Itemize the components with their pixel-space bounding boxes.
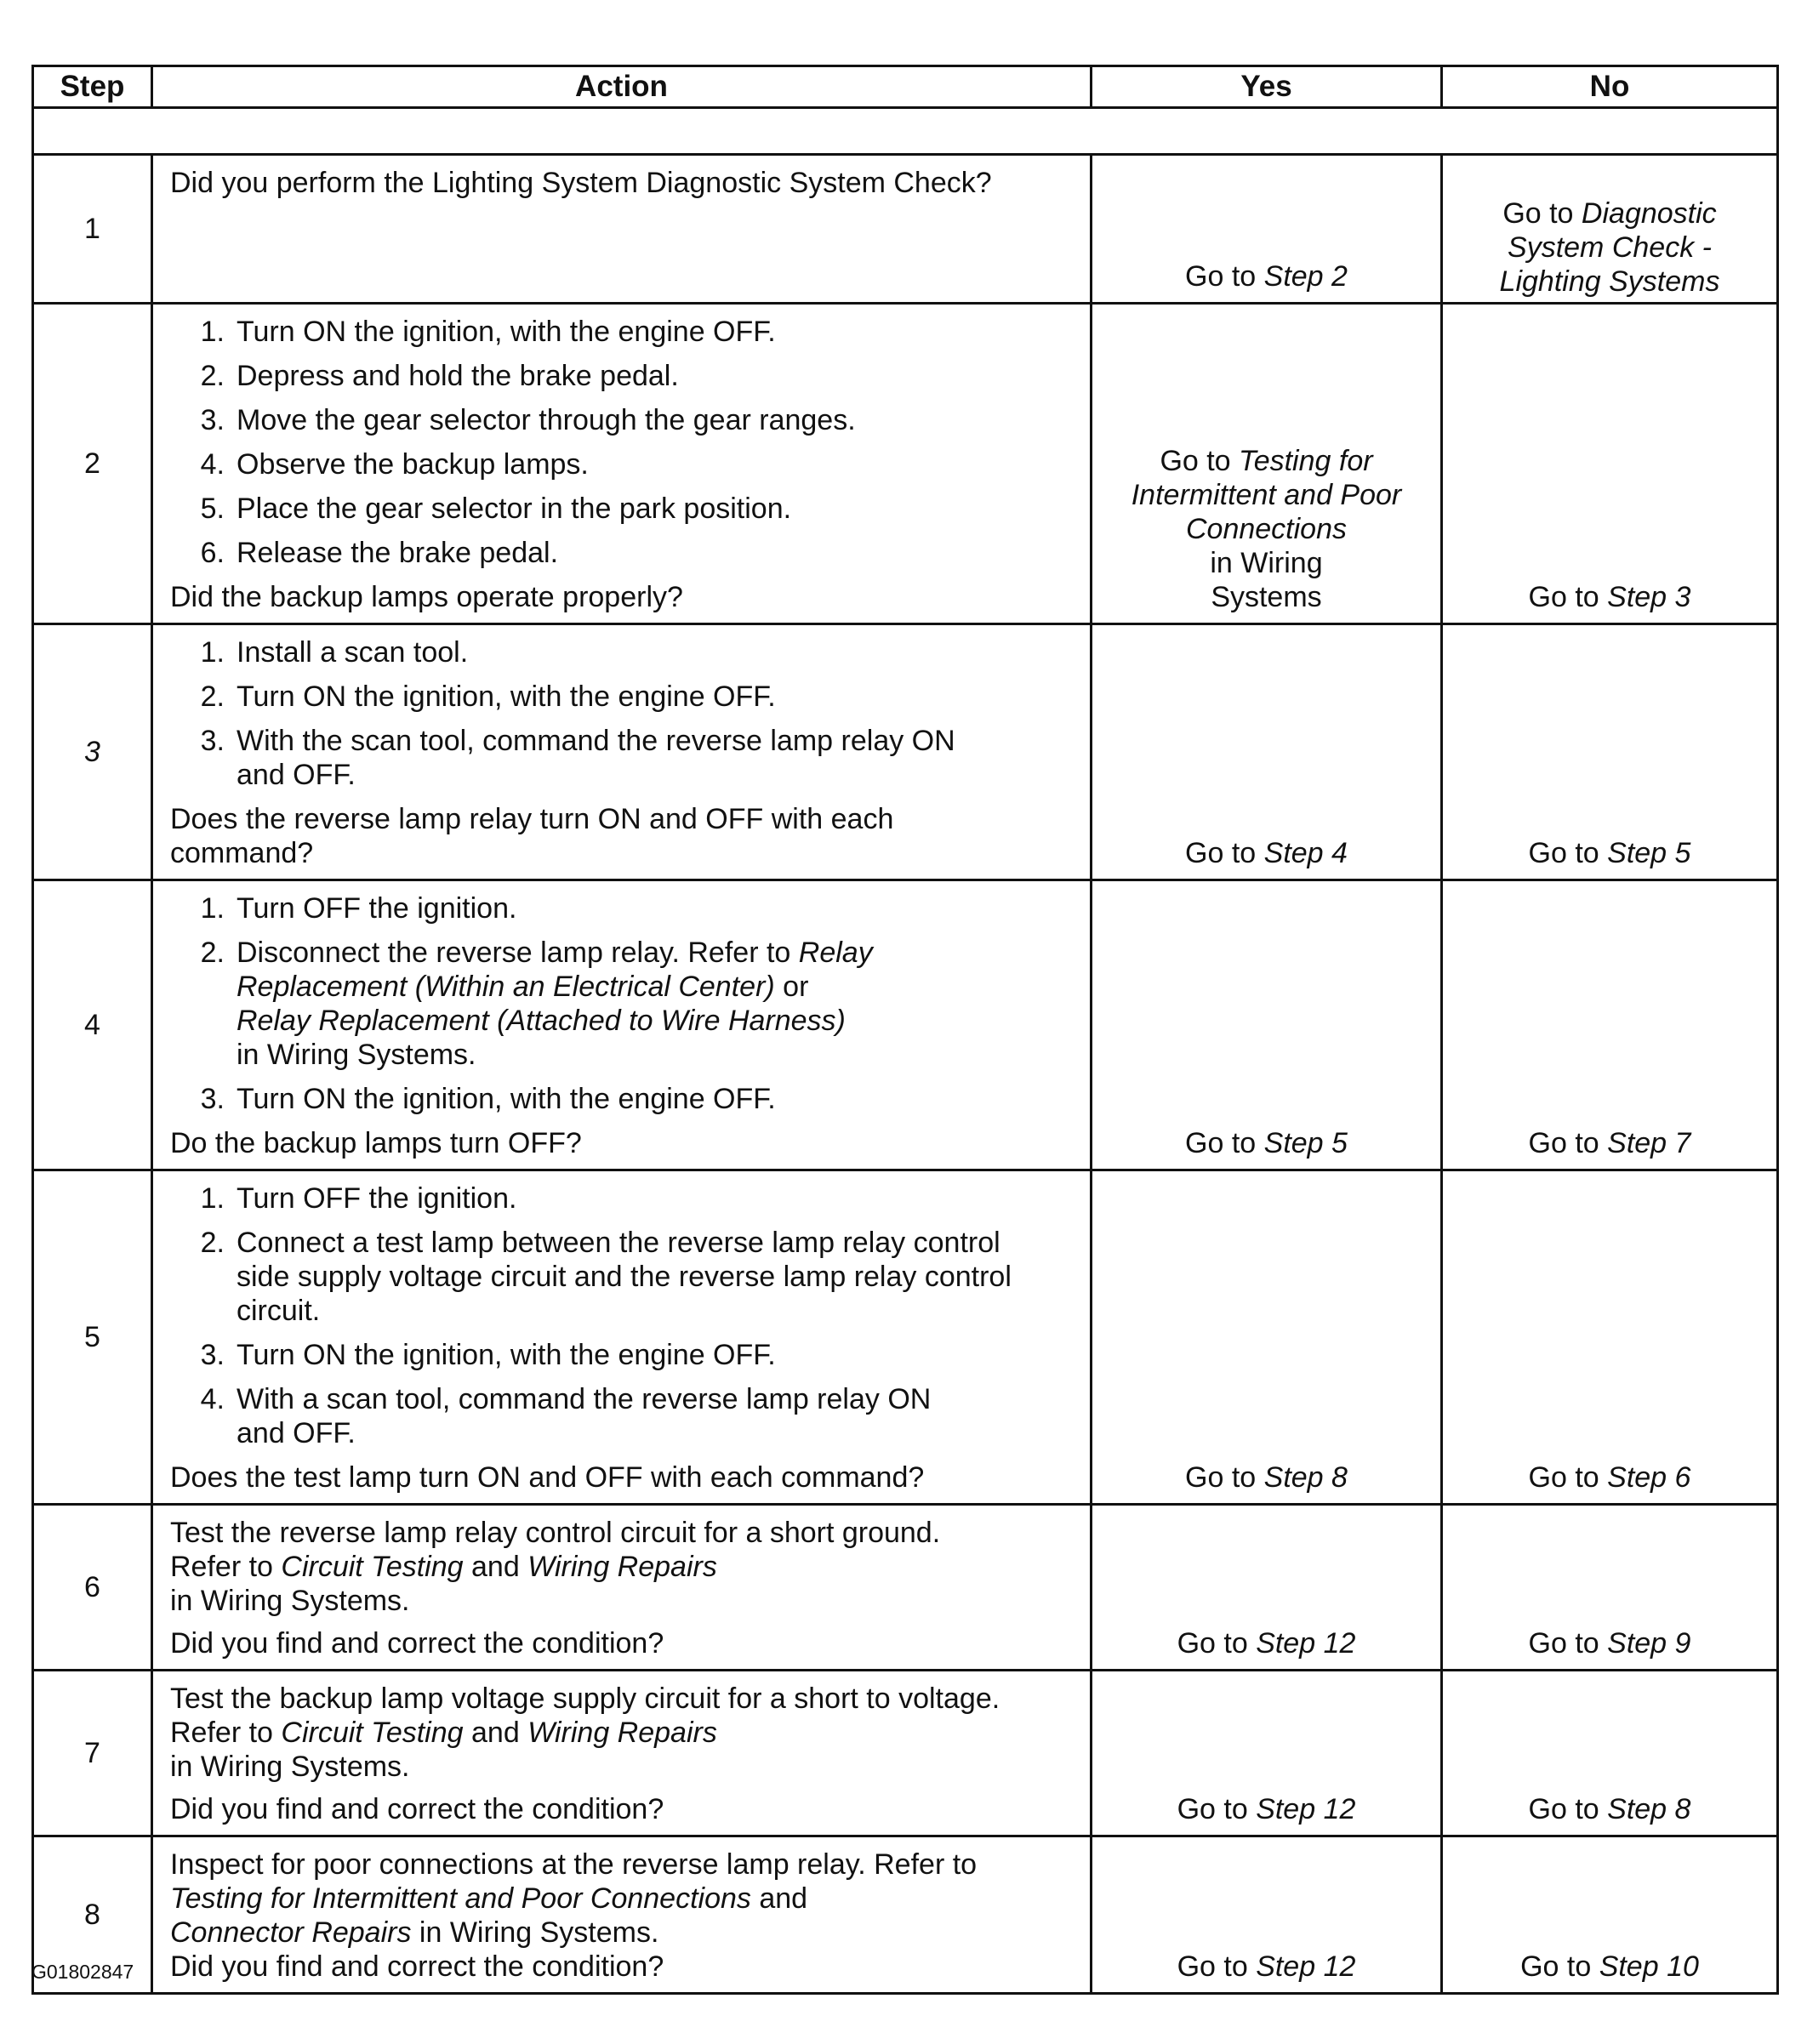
action-question: Did you find and correct the condition? [170, 1627, 664, 1660]
item-link[interactable]: Replacement (Within an Electrical Center) [237, 971, 775, 1003]
action-link[interactable]: Wiring Repairs [527, 1551, 717, 1583]
item-text: Turn ON the ignition, with the engine OFF. [237, 1083, 776, 1115]
item-text: Disconnect the reverse lamp relay. Refer to [237, 937, 799, 969]
item-text: or [774, 971, 809, 1003]
list-item [170, 1181, 1075, 1216]
no-cell [1442, 155, 1778, 304]
item-text: Turn ON the ignition, with the engine OFF. [237, 1339, 776, 1371]
item-text: Install a scan tool. [237, 636, 469, 669]
no-prefix: Go to [1528, 1461, 1608, 1494]
item-link[interactable]: Relay Replacement (Attached to Wire Harness) [237, 1005, 846, 1037]
table-row [33, 1170, 1778, 1505]
item-number: 4. [200, 1383, 225, 1415]
list-item [170, 1226, 1075, 1328]
yes-suffix-line1: in Wiring [1210, 547, 1323, 579]
action-cell [152, 624, 1092, 880]
item-number: 2. [200, 680, 225, 713]
item-number: 3. [200, 404, 225, 436]
yes-link[interactable]: Step 4 [1263, 837, 1348, 869]
no-cell [1442, 624, 1778, 880]
action-text: Refer to [170, 1551, 282, 1583]
no-prefix: Go to [1520, 1950, 1599, 1983]
list-item [170, 492, 1075, 526]
action-cell [152, 1505, 1092, 1671]
action-question: Do the backup lamps turn OFF? [170, 1127, 582, 1159]
action-cell [152, 1170, 1092, 1505]
step-number: 5 [33, 1170, 152, 1505]
action-question: Does the reverse lamp relay turn ON and OFF with each [170, 803, 894, 835]
yes-cell [1092, 1836, 1442, 1994]
item-number: 1. [200, 636, 225, 669]
item-text: Connect a test lamp between the reverse lamp relay control [237, 1227, 1000, 1259]
yes-cell [1092, 1505, 1442, 1671]
action-question: command? [170, 837, 314, 869]
action-link[interactable]: Connector Repairs [170, 1916, 412, 1949]
no-cell [1442, 304, 1778, 624]
action-link[interactable]: Circuit Testing [281, 1551, 464, 1583]
step-number: 8 [33, 1836, 152, 1994]
yes-link[interactable]: Step 8 [1263, 1461, 1348, 1494]
yes-cell [1092, 304, 1442, 624]
action-text: in Wiring Systems. [170, 1751, 410, 1783]
action-question: Did you perform the Lighting System Diagnostic System Check? [170, 167, 992, 199]
list-item [170, 1082, 1075, 1116]
item-number: 3. [200, 725, 225, 757]
list-item [170, 680, 1075, 714]
yes-link[interactable]: Step 12 [1256, 1627, 1356, 1660]
no-link-line3[interactable]: Lighting Systems [1499, 265, 1720, 298]
no-cell [1442, 880, 1778, 1170]
list-item [170, 315, 1075, 349]
yes-link-line2[interactable]: Intermittent and Poor [1131, 479, 1402, 511]
list-item [170, 447, 1075, 481]
yes-prefix: Go to [1185, 1127, 1264, 1159]
action-text: and [463, 1551, 528, 1583]
action-text: Refer to [170, 1717, 282, 1749]
header-no: No [1442, 66, 1778, 108]
item-number: 2. [200, 360, 225, 392]
header-yes: Yes [1092, 66, 1442, 108]
action-text: Test the backup lamp voltage supply circuit for a short to voltage. [170, 1682, 1000, 1715]
action-text: Inspect for poor connections at the reverse lamp relay. Refer to [170, 1848, 978, 1881]
item-text: Place the gear selector in the park position. [237, 492, 792, 525]
item-text: With a scan tool, command the reverse lamp relay ON [237, 1383, 932, 1415]
action-text: and [750, 1882, 808, 1915]
item-text: Turn ON the ignition, with the engine OFF. [237, 680, 776, 713]
action-cell [152, 304, 1092, 624]
list-item [170, 359, 1075, 393]
no-cell [1442, 1505, 1778, 1671]
action-link[interactable]: Testing for Intermittent and Poor Connections [170, 1882, 751, 1915]
yes-prefix: Go to [1177, 1627, 1257, 1660]
list-item [170, 1382, 1075, 1450]
yes-cell [1092, 1170, 1442, 1505]
list-item [170, 936, 1075, 1072]
action-question: Does the test lamp turn ON and OFF with each command? [170, 1461, 925, 1494]
yes-prefix: Go to [1177, 1950, 1257, 1983]
no-link[interactable]: Step 9 [1607, 1627, 1691, 1660]
step-number: 4 [33, 880, 152, 1170]
yes-prefix: Go to [1185, 837, 1264, 869]
table-row [33, 1671, 1778, 1836]
no-link[interactable]: Step 10 [1599, 1950, 1699, 1983]
step-number: 3 [33, 624, 152, 880]
table-row [33, 624, 1778, 880]
no-cell [1442, 1170, 1778, 1505]
list-item [170, 1338, 1075, 1372]
table-row [33, 304, 1778, 624]
item-number: 6. [200, 537, 225, 569]
yes-suffix-line2: Systems [1211, 581, 1322, 613]
action-cell [152, 1671, 1092, 1836]
no-link[interactable]: Step 8 [1607, 1793, 1691, 1825]
item-text: in Wiring Systems. [237, 1039, 476, 1071]
item-text: side supply voltage circuit and the reverse lamp relay control [237, 1261, 1012, 1293]
item-number: 2. [200, 1227, 225, 1259]
item-number: 1. [200, 892, 225, 925]
item-number: 3. [200, 1083, 225, 1115]
item-number: 2. [200, 937, 225, 969]
yes-cell [1092, 624, 1442, 880]
step-number: 6 [33, 1505, 152, 1671]
action-text: and [463, 1717, 528, 1749]
blank-row [33, 108, 1778, 155]
step-number: 1 [33, 155, 152, 304]
item-text: With the scan tool, command the reverse lamp relay ON [237, 725, 955, 757]
diagnostic-table [31, 65, 1779, 1995]
no-cell [1442, 1671, 1778, 1836]
item-text: Observe the backup lamps. [237, 448, 589, 481]
action-question: Did you find and correct the condition? [170, 1950, 664, 1983]
no-link[interactable]: Step 5 [1607, 837, 1691, 869]
yes-cell [1092, 155, 1442, 304]
figure-code: G01802847 [31, 1961, 134, 1983]
item-text: Depress and hold the brake pedal. [237, 360, 679, 392]
item-text: and OFF. [237, 759, 356, 791]
item-text: Move the gear selector through the gear ranges. [237, 404, 856, 436]
no-prefix: Go to [1528, 1793, 1608, 1825]
list-item [170, 891, 1075, 925]
list-item [170, 635, 1075, 669]
no-link[interactable]: Step 6 [1607, 1461, 1691, 1494]
action-text: in Wiring Systems. [411, 1916, 659, 1949]
action-text: Test the reverse lamp relay control circuit for a short ground. [170, 1517, 941, 1549]
action-link[interactable]: Wiring Repairs [527, 1717, 717, 1749]
no-prefix: Go to [1528, 1627, 1608, 1660]
action-question: Did you find and correct the condition? [170, 1793, 664, 1825]
table-row [33, 1505, 1778, 1671]
step-number: 7 [33, 1671, 152, 1836]
action-cell [152, 155, 1092, 304]
table-row [33, 880, 1778, 1170]
yes-prefix: Go to [1177, 1793, 1257, 1825]
item-number: 3. [200, 1339, 225, 1371]
yes-link-line3[interactable]: Connections [1185, 513, 1347, 545]
step-number: 2 [33, 304, 152, 624]
action-text: in Wiring Systems. [170, 1585, 410, 1617]
yes-link[interactable]: Step 12 [1256, 1793, 1356, 1825]
header-row [33, 66, 1778, 108]
item-link[interactable]: Relay [798, 937, 873, 969]
yes-link[interactable]: Step 5 [1263, 1127, 1348, 1159]
header-step: Step [33, 66, 152, 108]
no-prefix: Go to [1528, 837, 1608, 869]
list-item [170, 536, 1075, 570]
no-cell [1442, 1836, 1778, 1994]
yes-prefix: Go to [1160, 445, 1240, 477]
yes-prefix: Go to [1185, 1461, 1264, 1494]
header-action: Action [152, 66, 1092, 108]
item-text: Turn ON the ignition, with the engine OFF. [237, 316, 776, 348]
no-link[interactable]: Step 3 [1607, 581, 1691, 613]
action-cell [152, 1836, 1092, 1994]
item-text: Release the brake pedal. [237, 537, 559, 569]
no-prefix: Go to [1528, 581, 1608, 613]
yes-link-line1[interactable]: Testing for [1239, 445, 1373, 477]
list-item [170, 403, 1075, 437]
yes-link[interactable]: Step 2 [1263, 260, 1348, 293]
yes-cell [1092, 1671, 1442, 1836]
no-prefix: Go to [1502, 197, 1582, 230]
no-link[interactable]: Step 7 [1607, 1127, 1691, 1159]
item-number: 1. [200, 316, 225, 348]
no-link-line1[interactable]: Diagnostic [1581, 197, 1717, 230]
action-cell [152, 880, 1092, 1170]
item-text: and OFF. [237, 1417, 356, 1449]
item-text: circuit. [237, 1295, 321, 1327]
item-text: Turn OFF the ignition. [237, 892, 517, 925]
item-number: 4. [200, 448, 225, 481]
table-row [33, 155, 1778, 304]
no-link-line2[interactable]: System Check - [1508, 231, 1712, 264]
table-row [33, 1836, 1778, 1994]
yes-link[interactable]: Step 12 [1256, 1950, 1356, 1983]
no-prefix: Go to [1528, 1127, 1608, 1159]
list-item [170, 724, 1075, 792]
action-question: Did the backup lamps operate properly? [170, 581, 683, 613]
blank-cell [33, 108, 1778, 155]
action-link[interactable]: Circuit Testing [281, 1717, 464, 1749]
yes-prefix: Go to [1185, 260, 1264, 293]
item-number: 5. [200, 492, 225, 525]
item-number: 1. [200, 1182, 225, 1215]
item-text: Turn OFF the ignition. [237, 1182, 517, 1215]
yes-cell [1092, 880, 1442, 1170]
